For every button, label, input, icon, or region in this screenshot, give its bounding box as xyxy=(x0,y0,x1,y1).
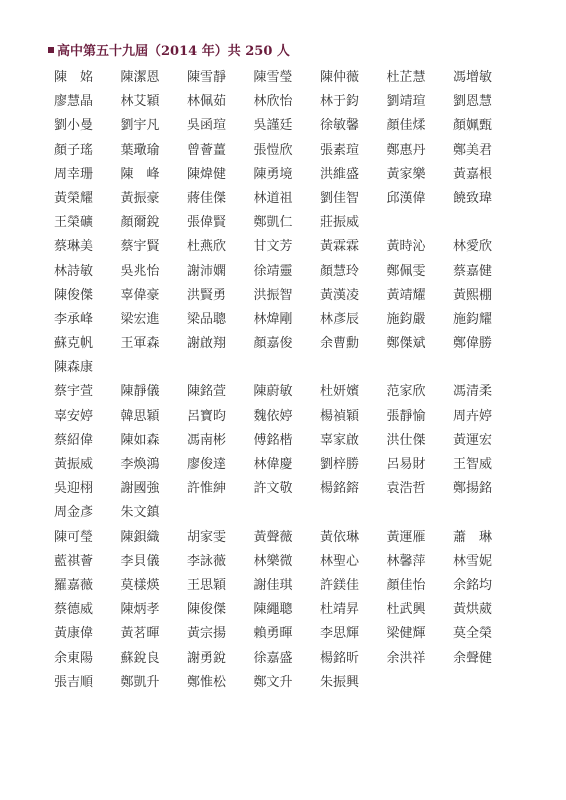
student-name: 余洪祥 xyxy=(386,650,426,666)
student-name: 周卉婷 xyxy=(453,408,493,424)
student-name: 張吉順 xyxy=(54,674,94,690)
student-name: 楊禎穎 xyxy=(320,408,360,424)
student-name: 黃振豪 xyxy=(120,190,160,206)
student-name: 黃時沁 xyxy=(386,239,426,255)
student-name: 林佩茹 xyxy=(187,94,227,110)
student-name: 廖俊達 xyxy=(187,457,227,472)
student-name: 徐嘉盛 xyxy=(253,650,293,666)
student-name: 廖慧晶 xyxy=(54,94,94,110)
student-name: 林偉慶 xyxy=(253,457,293,472)
student-name: 鄭美君 xyxy=(453,142,493,158)
student-name: 林樂微 xyxy=(253,553,293,569)
student-name: 李承峰 xyxy=(54,311,94,327)
student-name: 賴勇暉 xyxy=(253,626,293,642)
student-name: 余曹勳 xyxy=(320,336,360,352)
student-name: 鄭佩雯 xyxy=(386,263,426,279)
student-name: 陳森康 xyxy=(54,360,94,376)
student-name: 陳雪靜 xyxy=(187,70,227,85)
student-name: 黃運雁 xyxy=(386,529,426,545)
student-name: 辜偉豪 xyxy=(120,287,160,303)
student-name: 蔡琳美 xyxy=(54,239,94,255)
name-row xyxy=(54,574,520,598)
student-name: 蔡嘉健 xyxy=(453,263,493,279)
student-name: 陳仲薇 xyxy=(320,70,360,85)
student-name: 周金彥 xyxy=(54,505,94,521)
student-name: 余銘均 xyxy=(453,577,493,593)
student-name: 袁浩哲 xyxy=(386,481,426,497)
student-name: 陳繩聰 xyxy=(253,602,293,618)
student-name: 杜靖昇 xyxy=(320,602,360,618)
student-name: 吳函瑄 xyxy=(187,118,227,134)
student-name: 陳勇境 xyxy=(253,166,293,182)
name-row xyxy=(54,647,520,671)
name-row xyxy=(54,163,520,187)
student-name: 甘文芳 xyxy=(253,239,293,255)
student-name: 李貝儀 xyxy=(120,553,160,569)
student-name: 林艾穎 xyxy=(120,94,160,110)
student-name: 林詩敏 xyxy=(54,263,94,279)
student-name: 鄭傑斌 xyxy=(386,336,426,352)
student-name: 黃宗揚 xyxy=(187,626,227,642)
student-name: 蘇銳良 xyxy=(120,650,160,666)
student-name: 謝啟翔 xyxy=(187,336,227,352)
student-name: 蔡紹偉 xyxy=(54,432,94,448)
student-name: 陳鋇織 xyxy=(120,529,160,545)
student-name: 蔡宇賢 xyxy=(120,239,160,255)
student-name: 黃漢凌 xyxy=(320,287,360,303)
student-name: 鄭偉勝 xyxy=(453,336,493,352)
student-name: 陳俊傑 xyxy=(54,287,94,303)
student-name: 楊銘鎔 xyxy=(320,481,360,497)
student-name: 顏佳怡 xyxy=(386,577,426,593)
student-name: 蔣佳傑 xyxy=(187,190,227,206)
student-name: 杜燕欣 xyxy=(187,239,227,255)
name-row xyxy=(54,332,520,356)
student-name: 莊振威 xyxy=(320,215,360,231)
student-name: 張愷欣 xyxy=(253,142,293,158)
student-name: 蔡宇萱 xyxy=(54,384,94,400)
student-name: 鄭凱升 xyxy=(120,674,160,690)
name-row xyxy=(54,526,520,550)
student-name: 馮增敏 xyxy=(453,70,493,85)
student-name: 李詠薇 xyxy=(187,553,227,569)
student-name: 劉恩慧 xyxy=(453,94,493,110)
student-name: 黃振威 xyxy=(54,457,94,472)
name-row xyxy=(54,622,520,646)
name-row xyxy=(54,260,520,284)
student-name: 呂易財 xyxy=(386,457,426,472)
name-row xyxy=(54,501,520,525)
student-name: 陳銘萱 xyxy=(187,384,227,400)
name-row xyxy=(54,598,520,622)
name-row xyxy=(54,187,520,211)
student-name: 徐靖靈 xyxy=(253,263,293,279)
student-name: 辜安婷 xyxy=(54,408,94,424)
student-name: 謝勇銳 xyxy=(187,650,227,666)
student-name: 莫全榮 xyxy=(453,626,493,642)
student-name: 曾薈薑 xyxy=(187,142,227,158)
student-name: 韓思穎 xyxy=(120,408,160,424)
student-name: 杜武興 xyxy=(386,602,426,618)
student-name: 黃霖霖 xyxy=(320,239,360,255)
student-name: 黃運宏 xyxy=(453,432,493,448)
student-name: 洪仕傑 xyxy=(386,432,426,448)
section-title xyxy=(48,40,290,59)
name-row xyxy=(54,453,520,477)
student-name: 鄭凱仁 xyxy=(253,215,293,231)
student-name: 顏子瑤 xyxy=(54,142,94,158)
student-name: 顏爾銳 xyxy=(120,215,160,231)
student-name: 陳 峰 xyxy=(120,166,160,182)
student-name: 梁宏進 xyxy=(120,311,160,327)
student-name: 李思輝 xyxy=(320,626,360,642)
student-name: 林雪妮 xyxy=(453,553,493,569)
student-name: 杜芷慧 xyxy=(386,70,426,85)
student-name: 顏姵甄 xyxy=(453,118,493,134)
student-name: 許惟紳 xyxy=(187,481,227,497)
section-title-text: 高中第五十九屆（2014 年）共 250 人 xyxy=(57,44,290,59)
student-name: 蘇克帆 xyxy=(54,336,94,352)
square-bullet-icon xyxy=(48,47,54,53)
name-list xyxy=(54,66,520,695)
student-name: 張素瑄 xyxy=(320,142,360,158)
student-name: 黃聲薇 xyxy=(253,529,293,545)
student-name: 陳俊傑 xyxy=(187,602,227,618)
student-name: 洪振智 xyxy=(253,287,293,303)
student-name: 洪賢勇 xyxy=(187,287,227,303)
student-name: 劉佳智 xyxy=(320,190,360,206)
student-name: 蔡德威 xyxy=(54,602,94,618)
student-name: 林彥辰 xyxy=(320,311,360,327)
student-name: 陳如森 xyxy=(120,432,160,448)
name-row xyxy=(54,66,520,90)
student-name: 藍祺薈 xyxy=(54,553,94,569)
student-name: 謝國強 xyxy=(120,481,160,497)
student-name: 胡家雯 xyxy=(187,529,227,545)
student-name: 鄭文升 xyxy=(253,674,293,690)
student-name: 劉宇凡 xyxy=(120,118,160,134)
student-name: 施鈞嚴 xyxy=(386,311,426,327)
student-name: 顏嘉俊 xyxy=(253,336,293,352)
student-name: 陳雪瑩 xyxy=(253,70,293,85)
name-row xyxy=(54,308,520,332)
student-name: 陳煒健 xyxy=(187,166,227,182)
student-name: 杜妍嬪 xyxy=(320,384,360,400)
student-name: 吳迎栩 xyxy=(54,481,94,497)
student-name: 吳謹廷 xyxy=(253,118,293,134)
name-row xyxy=(54,139,520,163)
student-name: 馮南彬 xyxy=(187,432,227,448)
student-name: 劉梓勝 xyxy=(320,457,360,472)
student-name: 邱漢偉 xyxy=(386,190,426,206)
student-name: 王智威 xyxy=(453,457,493,472)
student-name: 梁健輝 xyxy=(386,626,426,642)
student-name: 黃嘉根 xyxy=(453,166,493,182)
name-row xyxy=(54,550,520,574)
name-row xyxy=(54,477,520,501)
student-name: 林于鈞 xyxy=(320,94,360,110)
student-name: 葉璥瑜 xyxy=(120,142,160,158)
student-name: 鄭惠丹 xyxy=(386,142,426,158)
student-name: 林煒剛 xyxy=(253,311,293,327)
student-name: 陳可瑩 xyxy=(54,529,94,545)
student-name: 洪維盛 xyxy=(320,166,360,182)
student-name: 陳靜儀 xyxy=(120,384,160,400)
student-name: 朱文鎮 xyxy=(120,505,160,521)
student-name: 傅銘楷 xyxy=(253,432,293,448)
student-name: 黃靖耀 xyxy=(386,287,426,303)
name-row xyxy=(54,671,520,695)
student-name: 呂寶昀 xyxy=(187,408,227,424)
student-name: 陳炳孝 xyxy=(120,602,160,618)
name-row xyxy=(54,380,520,404)
student-name: 黃茗暉 xyxy=(120,626,160,642)
student-name: 林愛欣 xyxy=(453,239,493,255)
student-name: 張偉賢 xyxy=(187,215,227,231)
student-name: 林道祖 xyxy=(253,190,293,206)
student-name: 李煥鴻 xyxy=(120,457,160,472)
student-name: 鄭惟松 xyxy=(187,674,227,690)
name-row xyxy=(54,114,520,138)
student-name: 王榮礦 xyxy=(54,215,94,231)
name-row xyxy=(54,284,520,308)
student-name: 黃康偉 xyxy=(54,626,94,642)
student-name: 余聲健 xyxy=(453,650,493,666)
student-name: 莫樣煐 xyxy=(120,577,160,593)
student-name: 黃家樂 xyxy=(386,166,426,182)
name-row xyxy=(54,356,520,380)
student-name: 梁品聰 xyxy=(187,311,227,327)
student-name: 陳 姳 xyxy=(54,70,94,85)
student-name: 王軍森 xyxy=(120,336,160,352)
student-name: 吳兆怡 xyxy=(120,263,160,279)
student-name: 陳潔恩 xyxy=(120,70,160,85)
student-name: 劉靖瑄 xyxy=(386,94,426,110)
student-name: 謝佳琪 xyxy=(253,577,293,593)
student-name: 陳蔚敏 xyxy=(253,384,293,400)
student-name: 顏慧玲 xyxy=(320,263,360,279)
student-name: 徐敏馨 xyxy=(320,118,360,134)
student-name: 朱振興 xyxy=(320,674,360,690)
student-name: 范家欣 xyxy=(386,384,426,400)
name-row xyxy=(54,405,520,429)
student-name: 蕭 琳 xyxy=(453,529,493,545)
student-name: 余東陽 xyxy=(54,650,94,666)
student-name: 張靜愉 xyxy=(386,408,426,424)
student-name: 馮清柔 xyxy=(453,384,493,400)
student-name: 黃烘葳 xyxy=(453,602,493,618)
student-name: 林聖心 xyxy=(320,553,360,569)
student-name: 林欣怡 xyxy=(253,94,293,110)
student-name: 許文敬 xyxy=(253,481,293,497)
name-row xyxy=(54,429,520,453)
student-name: 許鎂佳 xyxy=(320,577,360,593)
student-name: 羅嘉薇 xyxy=(54,577,94,593)
name-row xyxy=(54,90,520,114)
student-name: 顏佳煣 xyxy=(386,118,426,134)
student-name: 周幸珊 xyxy=(54,166,94,182)
student-name: 楊銘昕 xyxy=(320,650,360,666)
student-name: 王思穎 xyxy=(187,577,227,593)
student-name: 黃依琳 xyxy=(320,529,360,545)
name-row xyxy=(54,235,520,259)
name-row xyxy=(54,211,520,235)
student-name: 謝沛嫻 xyxy=(187,263,227,279)
student-name: 辜家啟 xyxy=(320,432,360,448)
student-name: 黃榮耀 xyxy=(54,190,94,206)
student-name: 劉小曼 xyxy=(54,118,94,134)
student-name: 魏依婷 xyxy=(253,408,293,424)
student-name: 鄭揚銘 xyxy=(453,481,493,497)
student-name: 林馨萍 xyxy=(386,553,426,569)
student-name: 饒致瑋 xyxy=(453,190,493,206)
student-name: 黃熙棚 xyxy=(453,287,493,303)
student-name: 施鈞耀 xyxy=(453,311,493,327)
